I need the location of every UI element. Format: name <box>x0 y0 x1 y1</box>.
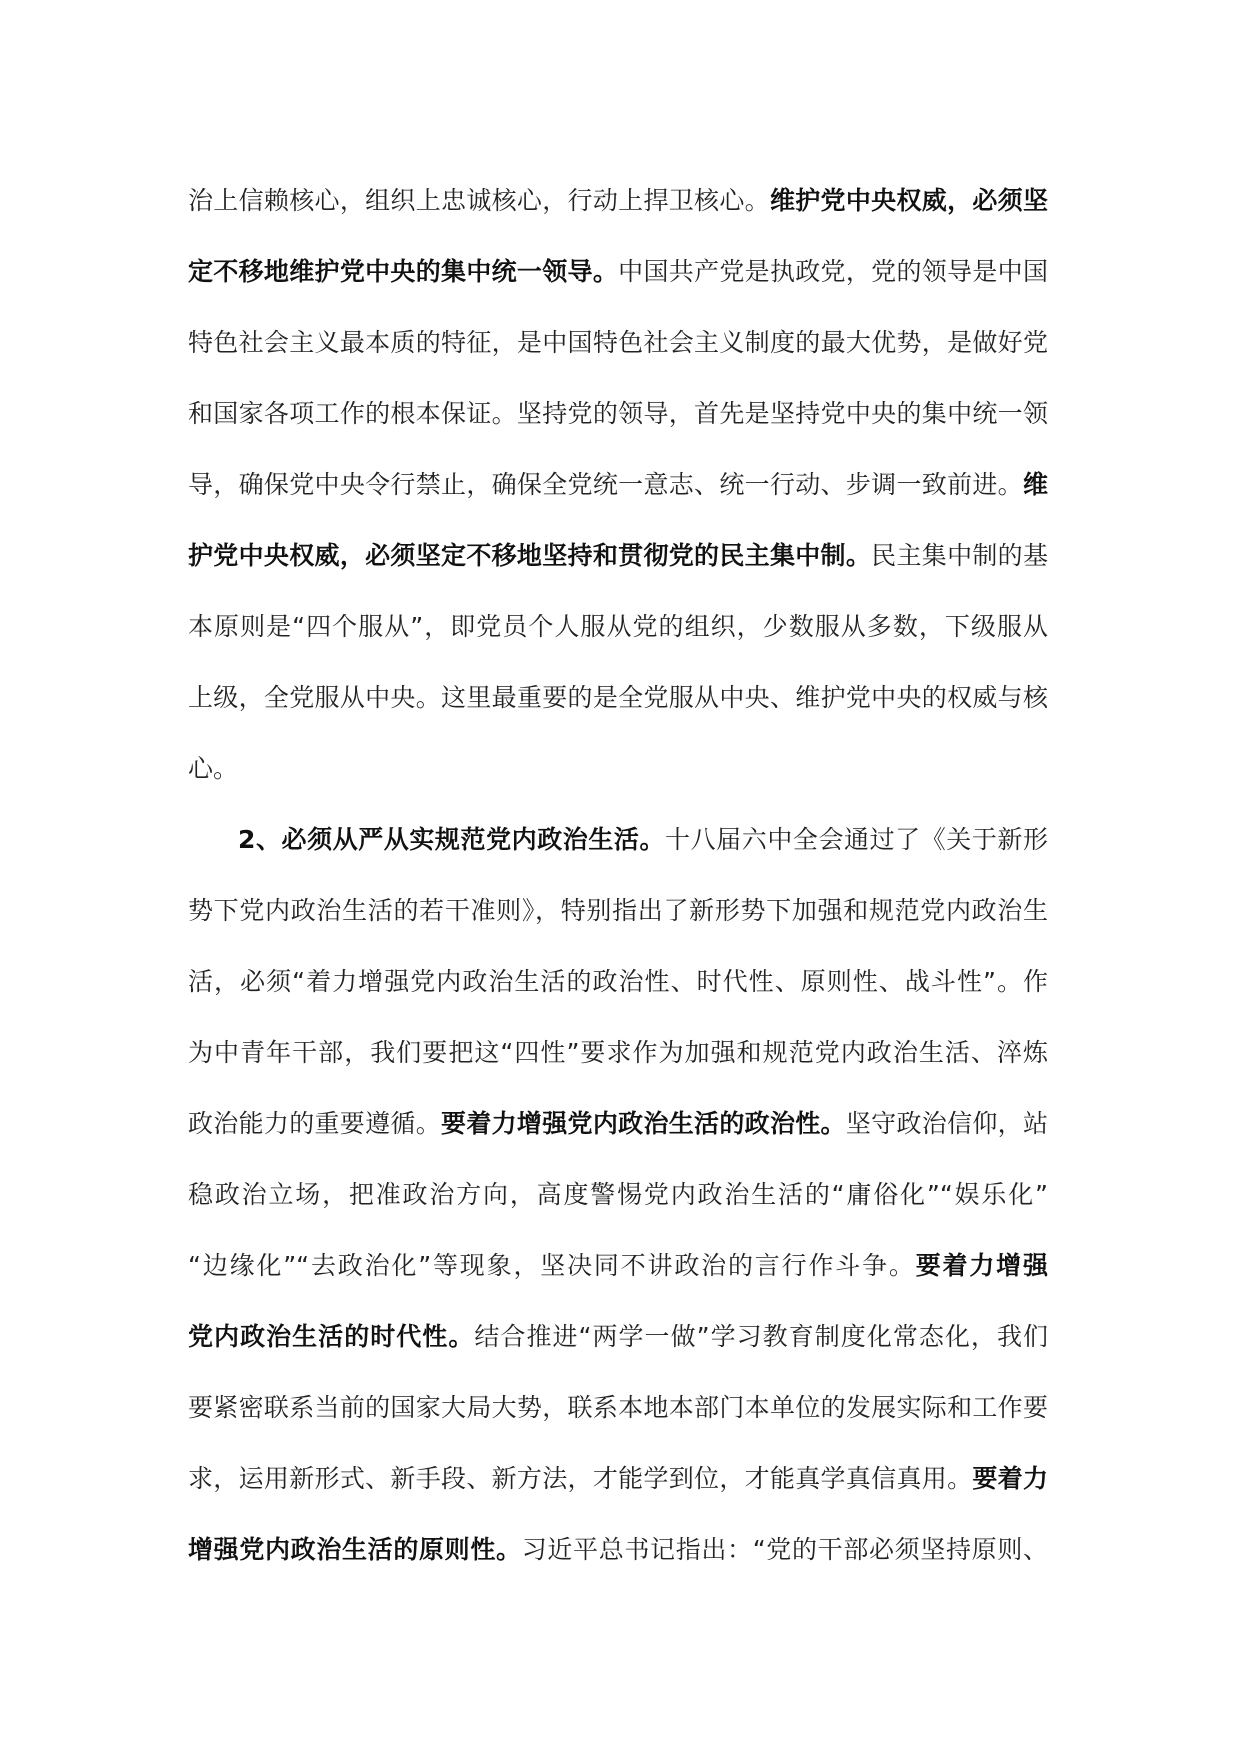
text-line <box>188 1443 1048 1514</box>
text-line <box>188 1088 1048 1159</box>
bold-text: 党内政治生活的时代性。 <box>188 1322 475 1351</box>
text-line <box>188 591 1048 662</box>
text-line <box>188 520 1048 591</box>
body-text: 导，确保党中央令行禁止，确保全党统一意志、统一行动、步调一致前进。 <box>188 470 1023 499</box>
body-text: 民主集中制的基 <box>871 541 1048 570</box>
bold-text: 维护党中央权威，必须坚 <box>769 186 1048 215</box>
body-text: 和国家各项工作的根本保证。坚持党的领导，首先是坚持党中央的集中统一领 <box>188 399 1048 428</box>
text-line <box>188 378 1048 449</box>
document-body <box>188 165 1048 1585</box>
text-line <box>188 1230 1048 1301</box>
text-line <box>188 1017 1048 1088</box>
body-text: 势下党内政治生活的若干准则》，特别指出了新形势下加强和规范党内政治生 <box>188 896 1048 925</box>
bold-text: 要着力增强 <box>915 1251 1048 1280</box>
body-text: 稳政治立场，把准政治方向，高度警惕党内政治生活的“庸俗化”“娱乐化” <box>188 1180 1048 1209</box>
text-line <box>188 1159 1048 1230</box>
body-text: 特色社会主义最本质的特征，是中国特色社会主义制度的最大优势，是做好党 <box>188 328 1048 357</box>
body-text: 中国共产党是执政党，党的领导是中国 <box>618 257 1048 286</box>
text-line <box>188 946 1048 1017</box>
text-line <box>188 449 1048 520</box>
body-text: 活，必须“着力增强党内政治生活的政治性、时代性、原则性、战斗性”。作 <box>188 967 1048 996</box>
bold-text: 定不移地维护党中央的集中统一领导。 <box>188 257 619 286</box>
text-line <box>188 1301 1048 1372</box>
text-line <box>188 733 1048 804</box>
text-line <box>188 1514 1048 1585</box>
text-line <box>188 804 1048 875</box>
text-line <box>188 662 1048 733</box>
body-text: 坚守政治信仰，站 <box>845 1109 1048 1138</box>
bold-text: 要着力增强党内政治生活的政治性。 <box>441 1109 846 1138</box>
body-text: 十八届六中全会通过了《关于新形 <box>665 825 1048 854</box>
bold-text: 2、必须从严从实规范党内政治生活。 <box>238 825 666 854</box>
text-line <box>188 1372 1048 1443</box>
body-text: 结合推进“两学一做”学习教育制度化常态化，我们 <box>474 1322 1048 1351</box>
body-text: “边缘化”“去政治化”等现象，坚决同不讲政治的言行作斗争。 <box>188 1251 916 1280</box>
bold-text: 护党中央权威，必须坚定不移地坚持和贯彻党的民主集中制。 <box>188 541 872 570</box>
body-text: 为中青年干部，我们要把这“四性”要求作为加强和规范党内政治生活、淬炼 <box>188 1038 1048 1067</box>
text-line <box>188 307 1048 378</box>
body-text: 上级，全党服从中央。这里最重要的是全党服从中央、维护党中央的权威与核 <box>188 683 1048 712</box>
body-text: 政治能力的重要遵循。 <box>188 1109 442 1138</box>
bold-text: 维 <box>1022 470 1048 499</box>
body-text: 心。 <box>188 754 239 783</box>
body-text: 治上信赖核心，组织上忠诚核心，行动上捍卫核心。 <box>188 186 770 215</box>
bold-text: 要着力 <box>972 1464 1048 1493</box>
text-line <box>188 875 1048 946</box>
body-text: 习近平总书记指出：“党的干部必须坚持原则、 <box>521 1535 1048 1564</box>
body-text: 本原则是“四个服从”，即党员个人服从党的组织，少数服从多数，下级服从 <box>188 612 1048 641</box>
text-line <box>188 236 1048 307</box>
body-text: 要紧密联系当前的国家大局大势，联系本地本部门本单位的发展实际和工作要 <box>188 1393 1048 1422</box>
body-text: 求，运用新形式、新手段、新方法，才能学到位，才能真学真信真用。 <box>188 1464 973 1493</box>
bold-text: 增强党内政治生活的原则性。 <box>188 1535 522 1564</box>
text-line <box>188 165 1048 236</box>
